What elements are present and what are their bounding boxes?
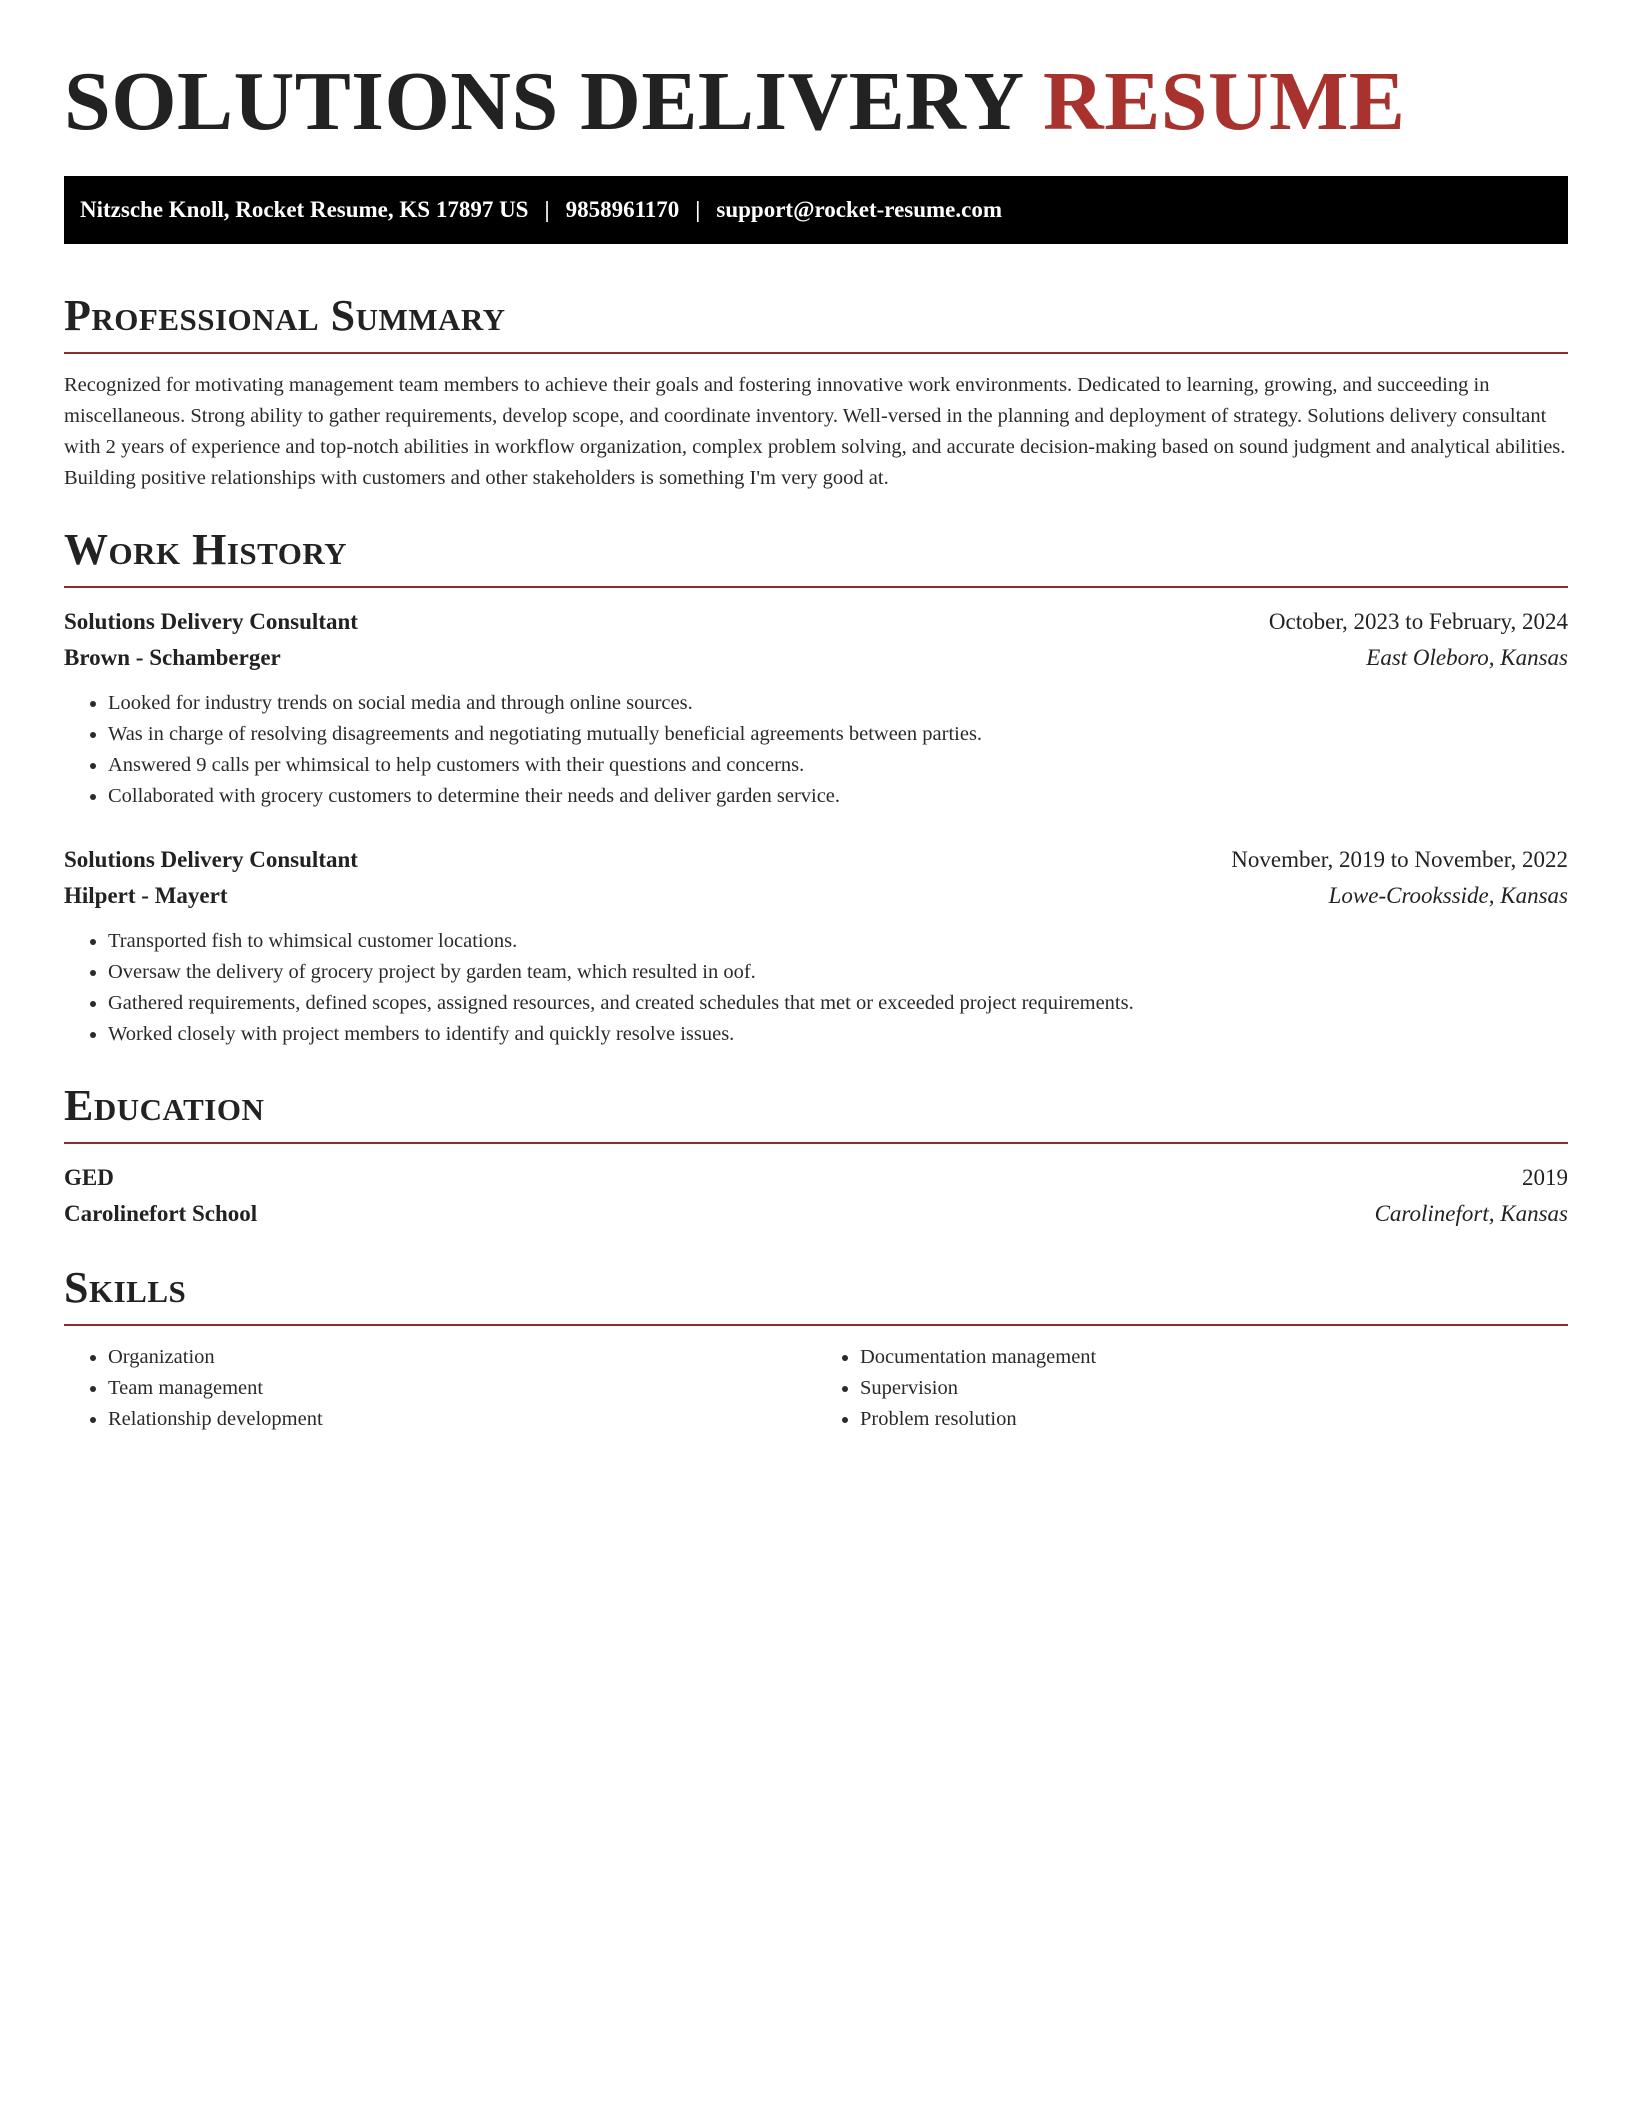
job-bullets — [64, 926, 1568, 1050]
job-location: Lowe-Crooksside, Kansas — [1328, 883, 1568, 908]
section-divider — [64, 586, 1568, 588]
education-entry — [64, 1160, 1568, 1232]
professional-summary-section — [64, 286, 1568, 494]
education-school: Carolinefort School — [64, 1201, 258, 1226]
skill-item: • Relationship development — [108, 1404, 816, 1435]
section-heading: Work History — [64, 525, 348, 574]
skill-item: • Team management — [108, 1373, 816, 1404]
section-divider — [64, 352, 1568, 354]
skills-column-left — [64, 1342, 816, 1435]
job-bullets — [64, 688, 1568, 812]
work-history-section — [64, 520, 1568, 1050]
job-title: Solutions Delivery Consultant — [64, 609, 358, 634]
education-degree-row — [64, 1160, 1568, 1196]
section-heading: Education — [64, 1081, 265, 1130]
job-bullet: • Answered 9 calls per whimsical to help customers with their questions and concerns. — [108, 750, 1568, 781]
contact-email: support@rocket-resume.com — [716, 197, 1003, 222]
section-heading: Skills — [64, 1263, 187, 1312]
job-company: Brown - Schamberger — [64, 645, 281, 670]
skills-grid — [64, 1342, 1568, 1435]
contact-separator: | — [544, 197, 550, 222]
job-dates: November, 2019 to November, 2022 — [1231, 847, 1568, 872]
skills-column-right — [816, 1342, 1568, 1435]
job-bullet: • Gathered requirements, defined scopes, assigned resources, and created schedules that met or exceeded project requirements. — [108, 988, 1568, 1019]
job-bullet: • Worked closely with project members to identify and quickly resolve issues. — [108, 1019, 1568, 1050]
job-company-row — [64, 640, 1568, 676]
contact-phone: 9858961170 — [565, 197, 680, 222]
job-bullet: • Oversaw the delivery of grocery project by garden team, which resulted in oof. — [108, 957, 1568, 988]
skill-item: • Organization — [108, 1342, 816, 1373]
section-divider — [64, 1324, 1568, 1326]
job-company-row — [64, 878, 1568, 914]
job-entry — [64, 604, 1568, 812]
job-location: East Oleboro, Kansas — [1366, 645, 1568, 670]
title-main: SOLUTIONS DELIVERY — [64, 55, 1044, 148]
contact-bar — [64, 176, 1568, 244]
education-year: 2019 — [1522, 1165, 1568, 1190]
summary-text: Recognized for motivating management team members to achieve their goals and fostering innovative work environments. Dedicated to learning, growing, and succeeding in miscellaneous. Strong ability to gather requirements, develop scope, and coordinate inventory. Well-versed in the planning and deployment of strategy. Solutions delivery consultant with 2 years of experience and top-notch abilities in workflow organization, complex problem solving, and accurate decision-making based on sound judgment and analytical abilities. Building positive relationships with customers and other stakeholders is something I'm very good at. — [64, 374, 1566, 489]
contact-address: Nitzsche Knoll, Rocket Resume, KS 17897 US — [80, 197, 529, 222]
education-school-row — [64, 1196, 1568, 1232]
education-degree: GED — [64, 1165, 114, 1190]
skills-section — [64, 1258, 1568, 1435]
job-company: Hilpert - Mayert — [64, 883, 228, 908]
section-heading: Professional Summary — [64, 291, 506, 340]
section-divider — [64, 1142, 1568, 1144]
job-dates: October, 2023 to February, 2024 — [1268, 609, 1568, 634]
skill-item: • Supervision — [860, 1373, 1568, 1404]
education-location: Carolinefort, Kansas — [1374, 1201, 1568, 1226]
job-title: Solutions Delivery Consultant — [64, 847, 358, 872]
resume-title — [64, 52, 1568, 152]
skill-item: • Problem resolution — [860, 1404, 1568, 1435]
contact-separator: | — [695, 197, 701, 222]
job-entry — [64, 842, 1568, 1050]
title-accent: RESUME — [1043, 55, 1406, 148]
job-bullet: • Looked for industry trends on social media and through online sources. — [108, 688, 1568, 719]
job-bullet: • Transported fish to whimsical customer locations. — [108, 926, 1568, 957]
skill-item: • Documentation management — [860, 1342, 1568, 1373]
job-bullet: • Collaborated with grocery customers to determine their needs and deliver garden service. — [108, 781, 1568, 812]
job-header-row — [64, 604, 1568, 640]
job-bullet: • Was in charge of resolving disagreements and negotiating mutually beneficial agreements between parties. — [108, 719, 1568, 750]
job-header-row — [64, 842, 1568, 878]
education-section — [64, 1076, 1568, 1232]
